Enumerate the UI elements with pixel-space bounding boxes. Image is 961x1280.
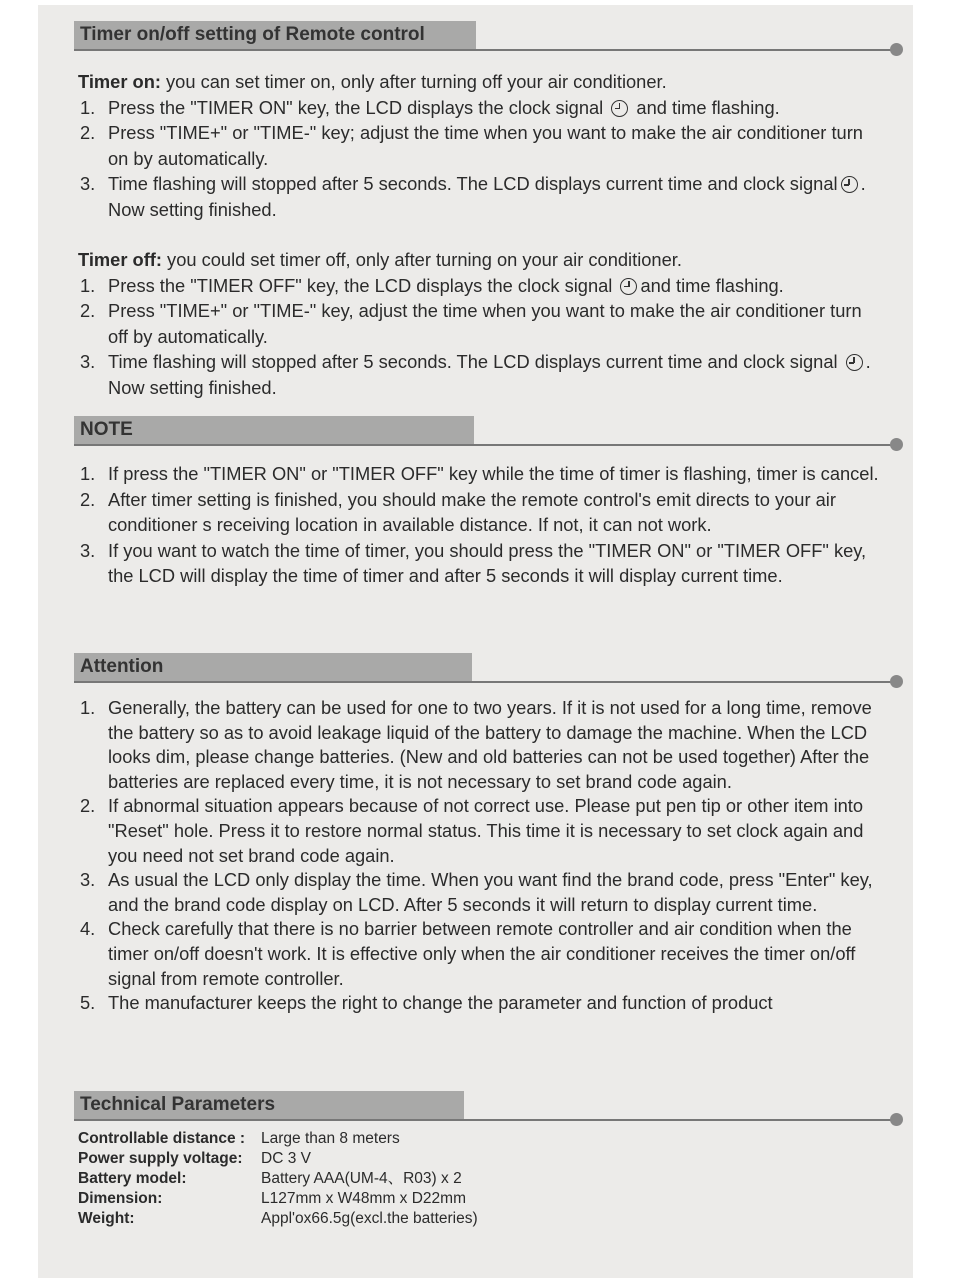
- header-rule: [74, 444, 893, 446]
- step-text: Press the "TIMER ON" key, the LCD displays the clock signal: [108, 96, 609, 118]
- step-text: . Now setting finished.: [108, 173, 866, 220]
- attention-block: [78, 696, 883, 1016]
- timer-on-intro-text: you can set timer on, only after turning off your air conditioner.: [160, 71, 667, 92]
- list-number: 1.: [80, 274, 96, 296]
- list-number: 4.: [80, 918, 96, 940]
- timer-on-intro: [78, 69, 883, 95]
- param-label: Battery model:: [78, 1170, 187, 1187]
- note-section-header: [38, 416, 913, 456]
- param-value: Appl'ox66.5g(excl.the batteries): [261, 1210, 478, 1227]
- list-number: 3.: [80, 869, 96, 891]
- table-row: [78, 1129, 478, 1149]
- list-item: [78, 171, 883, 222]
- param-label: Dimension:: [78, 1190, 163, 1207]
- timer-off-intro: [78, 247, 883, 273]
- param-value: DC 3 V: [261, 1150, 311, 1167]
- list-item: [78, 538, 883, 589]
- step-text: Press "TIME+" or "TIME-" key; adjust the time when you want to make the air conditioner turn on by automatically.: [108, 122, 863, 169]
- table-row: [78, 1169, 478, 1189]
- header-rule: [74, 681, 893, 683]
- step-text: Time flashing will stopped after 5 seconds. The LCD displays current time and clock signal: [108, 173, 838, 194]
- list-item: [78, 349, 883, 400]
- note-text: If you want to watch the time of timer, you should press the "TIMER ON" or "TIMER OFF" key, the LCD will display the time of timer and after 5 seconds it will display current time.: [108, 539, 867, 586]
- list-item: [78, 487, 883, 538]
- list-number: 1.: [80, 697, 96, 718]
- list-item: [78, 95, 883, 121]
- list-number: 2.: [80, 488, 96, 510]
- table-row: [78, 1189, 478, 1209]
- timer-off-intro-text: you could set timer off, only after turning on your air conditioner.: [161, 249, 682, 270]
- step-text: and time flashing.: [640, 274, 784, 296]
- note-text: If press the "TIMER ON" or "TIMER OFF" key while the time of timer is flashing, timer is cancel.: [108, 463, 879, 484]
- note-list: [78, 461, 883, 589]
- list-number: 1.: [80, 463, 96, 484]
- bullet-dot-icon: [890, 43, 903, 56]
- step-text: . Now setting finished.: [108, 351, 871, 398]
- list-number: 2.: [80, 122, 96, 143]
- param-value: Large than 8 meters: [261, 1130, 400, 1147]
- clock-icon: [841, 176, 858, 193]
- bullet-dot-icon: [890, 1113, 903, 1126]
- list-number: 3.: [80, 173, 96, 194]
- list-item: [78, 298, 883, 349]
- list-number: 1.: [80, 96, 96, 118]
- manual-page: [38, 5, 913, 1278]
- list-item: [78, 273, 883, 299]
- attention-section-title: Attention: [74, 653, 472, 681]
- attention-text: If abnormal situation appears because of not correct use. Please put pen tip or other item into "Reset" hole. Press it to restore normal status. This time it is necessary to set clock again and you need not set brand code again.: [108, 795, 864, 866]
- list-item: [78, 461, 883, 487]
- step-text: Press "TIME+" or "TIME-" key, adjust the time when you want to make the air conditioner turn off by automatically.: [108, 300, 862, 347]
- step-text: Press the "TIMER OFF" key, the LCD displays the clock signal: [108, 274, 618, 296]
- attention-section-header: [38, 653, 913, 693]
- attention-list: [78, 696, 883, 1016]
- bullet-dot-icon: [890, 675, 903, 688]
- list-number: 3.: [80, 351, 96, 372]
- timer-off-block: [78, 247, 883, 400]
- step-text: Time flashing will stopped after 5 seconds. The LCD displays current time and clock signal: [108, 351, 843, 372]
- list-item: [78, 794, 883, 868]
- list-item: [78, 696, 883, 794]
- param-value: Battery AAA(UM-4、R03) x 2: [261, 1170, 462, 1187]
- clock-icon: [611, 100, 628, 117]
- list-number: 3.: [80, 539, 96, 561]
- attention-text: Check carefully that there is no barrier between remote controller and air condition when the timer on/off doesn't work. It is effective only when the air conditioner receives the timer on/off signal from remote controller.: [108, 918, 856, 989]
- bullet-dot-icon: [890, 438, 903, 451]
- list-number: 2.: [80, 795, 96, 817]
- param-value: L127mm x W48mm x D22mm: [261, 1190, 466, 1207]
- tech-section-title: Technical Parameters: [74, 1091, 464, 1119]
- list-item: [78, 868, 883, 917]
- tech-section-header: [38, 1091, 913, 1131]
- note-section-title: NOTE: [74, 416, 474, 444]
- timer-section-title: Timer on/off setting of Remote control: [74, 21, 476, 49]
- timer-section-header: [38, 21, 913, 61]
- step-text: and time flashing.: [631, 96, 780, 118]
- timer-off-steps: [78, 273, 883, 401]
- timer-on-block: [78, 69, 883, 222]
- attention-text: As usual the LCD only display the time. When you want find the brand code, press "Enter" key, and the brand code display on LCD. After 5 seconds it will return to display current time.: [108, 869, 873, 915]
- clock-icon: [846, 354, 863, 371]
- table-row: [78, 1149, 478, 1169]
- list-item: [78, 991, 883, 1016]
- attention-text: Generally, the battery can be used for one to two years. If it is not used for a long time, remove the battery so as to avoid leakage liquid of the battery to damage the machine. When the LCD looks dim, please change batteries. (New and old batteries can not be used together) After the batteries are replaced every time, it is not necessary to set brand code again.: [108, 697, 872, 792]
- timer-off-label: Timer off:: [78, 249, 162, 270]
- note-text: After timer setting is finished, you should make the remote control's emit directs to your air conditioner s receiving location in available distance. If not, it can not work.: [108, 488, 836, 535]
- list-number: 5.: [80, 992, 96, 1014]
- clock-icon: [620, 278, 637, 295]
- param-label: Weight:: [78, 1210, 135, 1227]
- attention-text: The manufacturer keeps the right to change the parameter and function of product: [108, 992, 773, 1014]
- param-label: Controllable distance :: [78, 1130, 246, 1147]
- list-number: 2.: [80, 300, 96, 321]
- param-label: Power supply voltage:: [78, 1150, 243, 1167]
- tech-parameters-table: [78, 1129, 478, 1229]
- list-item: [78, 917, 883, 991]
- note-block: [78, 461, 883, 589]
- timer-on-steps: [78, 95, 883, 223]
- list-item: [78, 120, 883, 171]
- timer-on-label: Timer on:: [78, 71, 161, 92]
- header-rule: [74, 49, 893, 51]
- header-rule: [74, 1119, 893, 1121]
- table-row: [78, 1209, 478, 1229]
